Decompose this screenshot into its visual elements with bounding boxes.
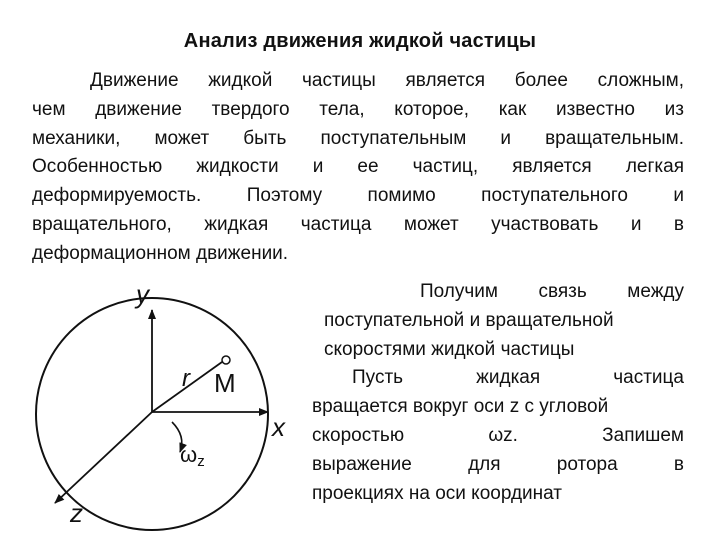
right-text-line: поступательной и вращательной xyxy=(324,310,614,331)
right-text-line: выражение для ротора в xyxy=(312,454,684,475)
slide-title: Анализ движения жидкой частицы xyxy=(183,30,537,52)
paragraph-line: деформационном движении. xyxy=(32,242,289,264)
right-text-line: вращается вокруг оси z с угловой xyxy=(312,396,609,417)
point-m-label: M xyxy=(214,368,236,398)
right-text-line: скоростями жидкой частицы xyxy=(324,339,575,360)
r-label: r xyxy=(182,365,190,392)
paragraph-line: чем движение твердого тела, которое, как известно из xyxy=(32,98,684,120)
right-text-line: скоростью ωz. Запишем xyxy=(312,425,684,446)
paragraph-line: механики, может быть поступательным и вращательным. xyxy=(32,127,684,149)
right-text-line: Пусть жидкая частица xyxy=(352,367,684,388)
omega-label: ωz xyxy=(180,442,205,470)
paragraph-line: Движение жидкой частицы является более сложным, xyxy=(90,70,684,91)
x-axis-label: x xyxy=(272,412,285,442)
right-text-line: Получим связь между xyxy=(420,281,684,302)
z-axis-label: z xyxy=(70,498,83,528)
paragraph-line: деформируемость. Поэтому помимо поступательного и xyxy=(32,185,684,207)
point-m-marker xyxy=(222,356,230,364)
z-axis xyxy=(55,412,152,503)
right-text-line: проекциях на оси координат xyxy=(312,483,562,504)
paragraph-line: вращательного, жидкая частица может участвовать и в xyxy=(32,213,684,235)
y-axis-label: y xyxy=(136,279,149,309)
paragraph-line: Особенностью жидкости и ее частиц, является легкая xyxy=(32,156,684,178)
